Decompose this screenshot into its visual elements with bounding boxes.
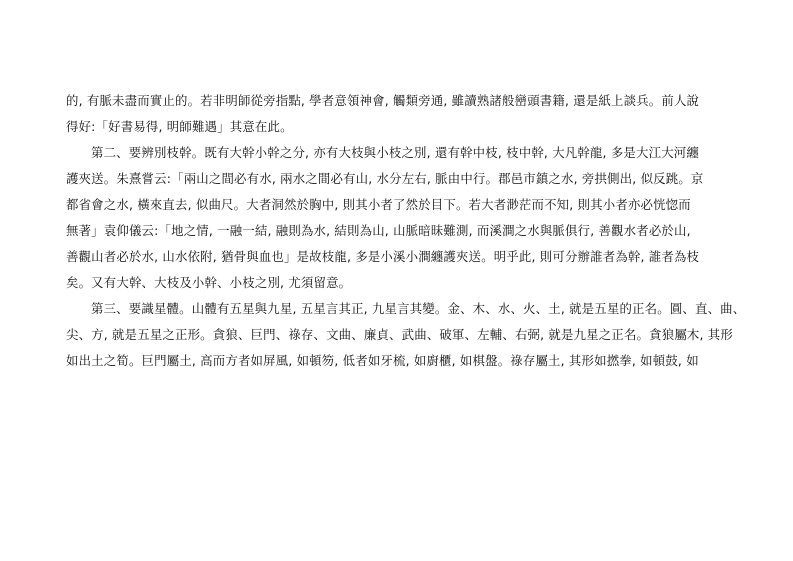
text-line: 如出土之筍。巨門屬土, 高而方者如屏風, 如頓笏, 低者如牙梳, 如廚櫃, 如棋盤。祿存屬土, 其形如撚拳, 如頓鼓, 如 bbox=[66, 353, 699, 368]
paragraph-start-line: 第三、要識星體。山體有五星與九星, 五星言其正, 九星言其變。金、木、水、火、土, 就是五星的正名。圓、直、曲、 bbox=[91, 301, 746, 316]
text-line: 護夾送。朱熹嘗云:「兩山之間必有水, 兩水之間必有山, 水分左右, 脈由中行。郡邑市鎮之水, 旁拱側出, 似反跳。京 bbox=[66, 171, 704, 186]
text-line: 得好:「好書易得, 明師難遇」其意在此。 bbox=[66, 119, 293, 134]
text-line: 善觀山者必於水, 山水依附, 猶骨與血也」是故枝龍, 多是小溪小澗纏護夾送。明乎此, 則可分辦誰者為幹, 誰者為枝 bbox=[66, 249, 700, 264]
paragraph-start-line: 第二、要辨別枝幹。既有大幹小幹之分, 亦有大枝與小枝之別, 還有幹中枝, 枝中幹, 大凡幹龍, 多是大江大河纏 bbox=[91, 145, 699, 160]
text-line: 尖、方, 就是五星之正形。貪狼、巨門、祿存、文曲、廉貞、武曲、破軍、左輔、右弼, 就是九星之正名。貪狼屬木, 其形 bbox=[66, 327, 733, 342]
text-line: 的, 有脈未盡而實止的。若非明師從旁指點, 學者意領神會, 觸類旁通, 雖讀熟諸般巒頭書籍, 還是紙上談兵。前人說 bbox=[66, 93, 700, 108]
text-line: 無著」袁仰儀云:「地之情, 一融一結, 融則為水, 結則為山, 山脈暗昧難測, 而溪澗之水與脈俱行, 善觀水者必於山, bbox=[66, 223, 691, 238]
text-line: 都省會之水, 橫來直去, 似曲尺。大者洞然於胸中, 則其小者了然於目下。若大者渺茫而不知, 則其小者亦必恍惚而 bbox=[66, 197, 691, 212]
text-line: 矣。又有大幹、大枝及小幹、小枝之別, 尤須留意。 bbox=[66, 275, 352, 290]
body-text bbox=[66, 88, 746, 374]
